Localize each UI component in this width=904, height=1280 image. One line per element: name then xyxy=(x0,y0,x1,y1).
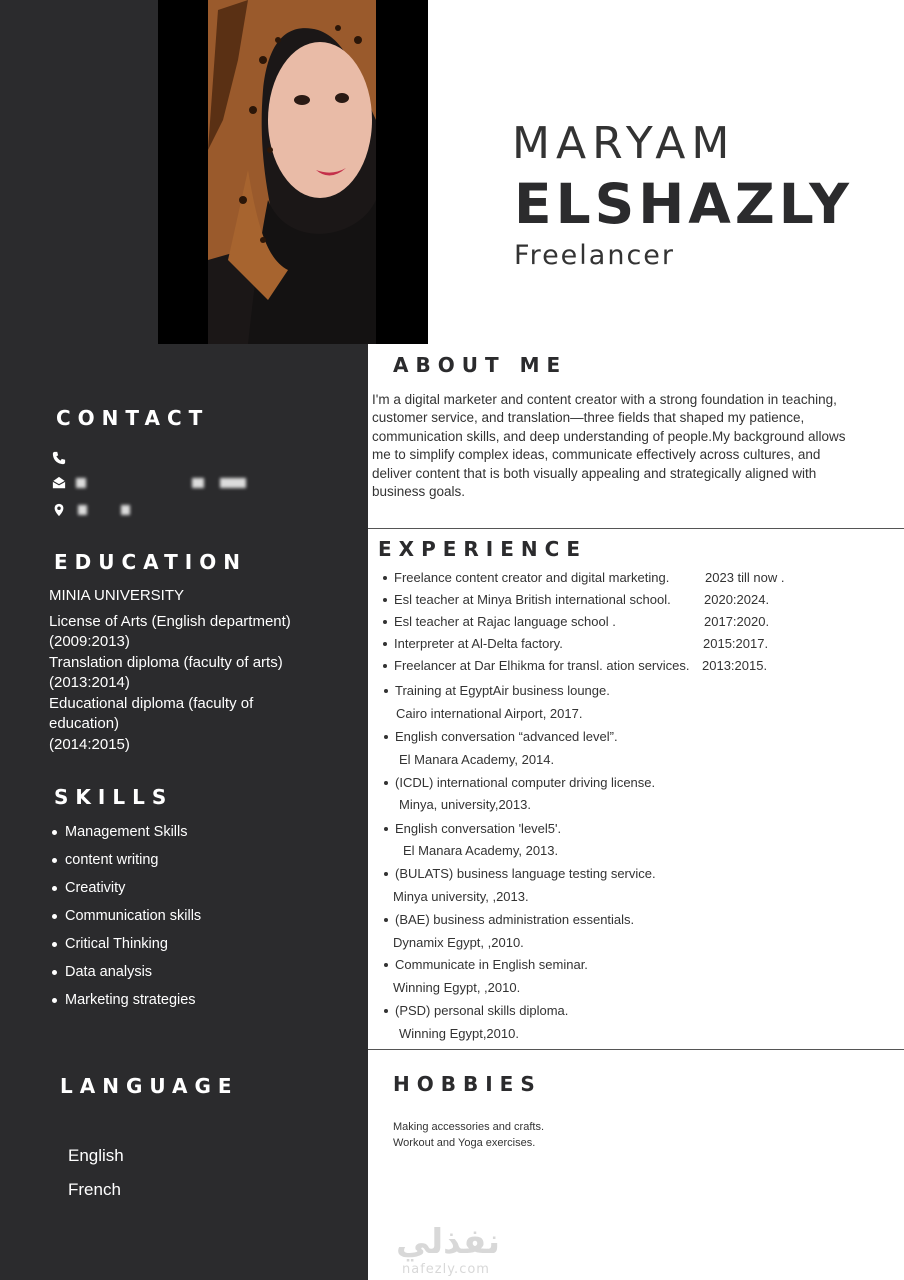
education-heading: EDUCATION xyxy=(54,550,247,574)
skill-label: content writing xyxy=(65,852,159,868)
skill-label: Critical Thinking xyxy=(65,936,168,952)
about-heading: ABOUT ME xyxy=(393,353,568,377)
training-title: (PSD) personal skills diploma. xyxy=(395,1003,569,1018)
training-detail: Minya, university,2013. xyxy=(399,797,531,812)
training-row xyxy=(384,912,634,927)
hobbies-heading: HOBBIES xyxy=(393,1072,542,1096)
last-name: ELSHAZLY xyxy=(514,172,854,236)
first-name: MARYAM xyxy=(512,118,736,169)
phone-icon xyxy=(52,451,66,465)
divider xyxy=(368,1049,904,1050)
training-title: (ICDL) international computer driving license. xyxy=(395,775,656,790)
job-role: Esl teacher at Rajac language school . xyxy=(394,614,616,629)
redacted-email xyxy=(76,478,86,488)
training-title: (BAE) business administration essentials. xyxy=(395,912,635,927)
job-date: 2015:2017. xyxy=(703,636,769,651)
job-role: Interpreter at Al-Delta factory. xyxy=(394,636,563,651)
redacted-email xyxy=(192,478,204,488)
skill-item xyxy=(52,874,201,902)
job-date: 2023 till now . xyxy=(705,570,785,585)
profile-photo xyxy=(208,0,376,344)
education-line: education) xyxy=(49,715,120,732)
skill-label: Data analysis xyxy=(65,964,153,980)
training-row xyxy=(384,729,618,744)
skill-label: Creativity xyxy=(65,880,126,896)
training-detail: Dynamix Egypt, ,2010. xyxy=(393,935,524,950)
language-item: English xyxy=(68,1146,124,1165)
language-item: French xyxy=(68,1180,121,1199)
training-row xyxy=(384,957,588,972)
training-title: (BULATS) business language testing service. xyxy=(395,866,656,881)
language-heading: LANGUAGE xyxy=(60,1074,239,1098)
skill-label: Marketing strategies xyxy=(65,992,196,1008)
job-row xyxy=(383,636,563,651)
education-line: License of Arts (English department) xyxy=(49,612,291,630)
contact-email-row xyxy=(52,476,246,490)
hobby-item: Workout and Yoga exercises. xyxy=(393,1137,536,1149)
training-detail: El Manara Academy, 2013. xyxy=(403,843,559,858)
education-line: (2014:2015) xyxy=(49,735,130,753)
contact-heading: CONTACT xyxy=(56,406,210,430)
training-title: Communicate in English seminar. xyxy=(395,957,588,972)
education-line: Translation diploma (faculty of arts) xyxy=(49,653,283,671)
training-detail: Minya university, ,2013. xyxy=(393,889,529,904)
job-row xyxy=(383,570,669,585)
divider xyxy=(368,528,904,529)
training-detail: Winning Egypt, ,2010. xyxy=(393,980,521,995)
redacted-address xyxy=(78,505,87,515)
job-role: Freelancer at Dar Elhikma for transl. ation services. xyxy=(394,658,690,673)
portrait-illustration xyxy=(208,0,376,344)
education-line: MINIA UNIVERSITY xyxy=(49,587,185,604)
training-title: Training at EgyptAir business lounge. xyxy=(395,683,610,698)
job-role: Freelance content creator and digital marketing. xyxy=(394,570,670,585)
training-row xyxy=(384,775,655,790)
about-text: I'm a digital marketer and content creator with a strong foundation in teaching, customer service, and translation—three fields that shaped my patience, communication skills, and deep understanding of people.My background allows me to simplify complex ideas, communicate effectively across cultures, and deliver content that is both visually appealing and strategically aligned with business goals. xyxy=(372,392,846,500)
skill-item xyxy=(52,930,201,958)
training-title: English conversation 'level5'. xyxy=(395,821,562,836)
training-row xyxy=(384,1003,568,1018)
watermark xyxy=(396,1222,500,1277)
training-detail: Winning Egypt,2010. xyxy=(399,1026,519,1041)
skill-item xyxy=(52,902,201,930)
training-detail: Cairo international Airport, 2017. xyxy=(396,706,583,721)
watermark-arabic: نفذلي xyxy=(396,1222,501,1262)
contact-address-row xyxy=(52,503,130,517)
education-line: Educational diploma (faculty of xyxy=(49,694,254,712)
education-list xyxy=(49,586,349,755)
skill-item xyxy=(52,818,201,846)
skill-item xyxy=(52,986,201,1014)
job-date: 2017:2020. xyxy=(704,614,770,629)
training-row xyxy=(384,821,561,836)
job-row xyxy=(383,658,690,673)
hobby-item: Making accessories and crafts. xyxy=(393,1121,545,1133)
watermark-latin: nafezly.com xyxy=(402,1262,490,1277)
contact-phone-row xyxy=(52,451,66,465)
job-title: Freelancer xyxy=(514,240,676,271)
skill-item xyxy=(52,846,201,874)
job-date: 2020:2024. xyxy=(704,592,770,607)
training-detail: El Manara Academy, 2014. xyxy=(399,752,555,767)
experience-heading: EXPERIENCE xyxy=(378,537,587,561)
job-date: 2013:2015. xyxy=(702,658,768,673)
training-row xyxy=(384,683,610,698)
location-pin-icon xyxy=(52,503,66,517)
skills-heading: SKILLS xyxy=(54,785,174,809)
job-row xyxy=(383,614,616,629)
redacted-address xyxy=(121,505,130,515)
skills-list xyxy=(52,818,201,1014)
skill-label: Communication skills xyxy=(65,908,202,924)
mail-icon xyxy=(52,476,66,490)
training-row xyxy=(384,866,656,881)
education-line: (2009:2013) xyxy=(49,633,130,650)
profile-photo-frame xyxy=(158,0,428,344)
job-role: Esl teacher at Minya British international school. xyxy=(394,592,671,607)
skill-item xyxy=(52,958,201,986)
job-row xyxy=(383,592,671,607)
training-title: English conversation “advanced level”. xyxy=(395,729,618,744)
education-line: (2013:2014) xyxy=(49,674,130,691)
redacted-email xyxy=(220,478,246,488)
skill-label: Management Skills xyxy=(65,824,188,840)
